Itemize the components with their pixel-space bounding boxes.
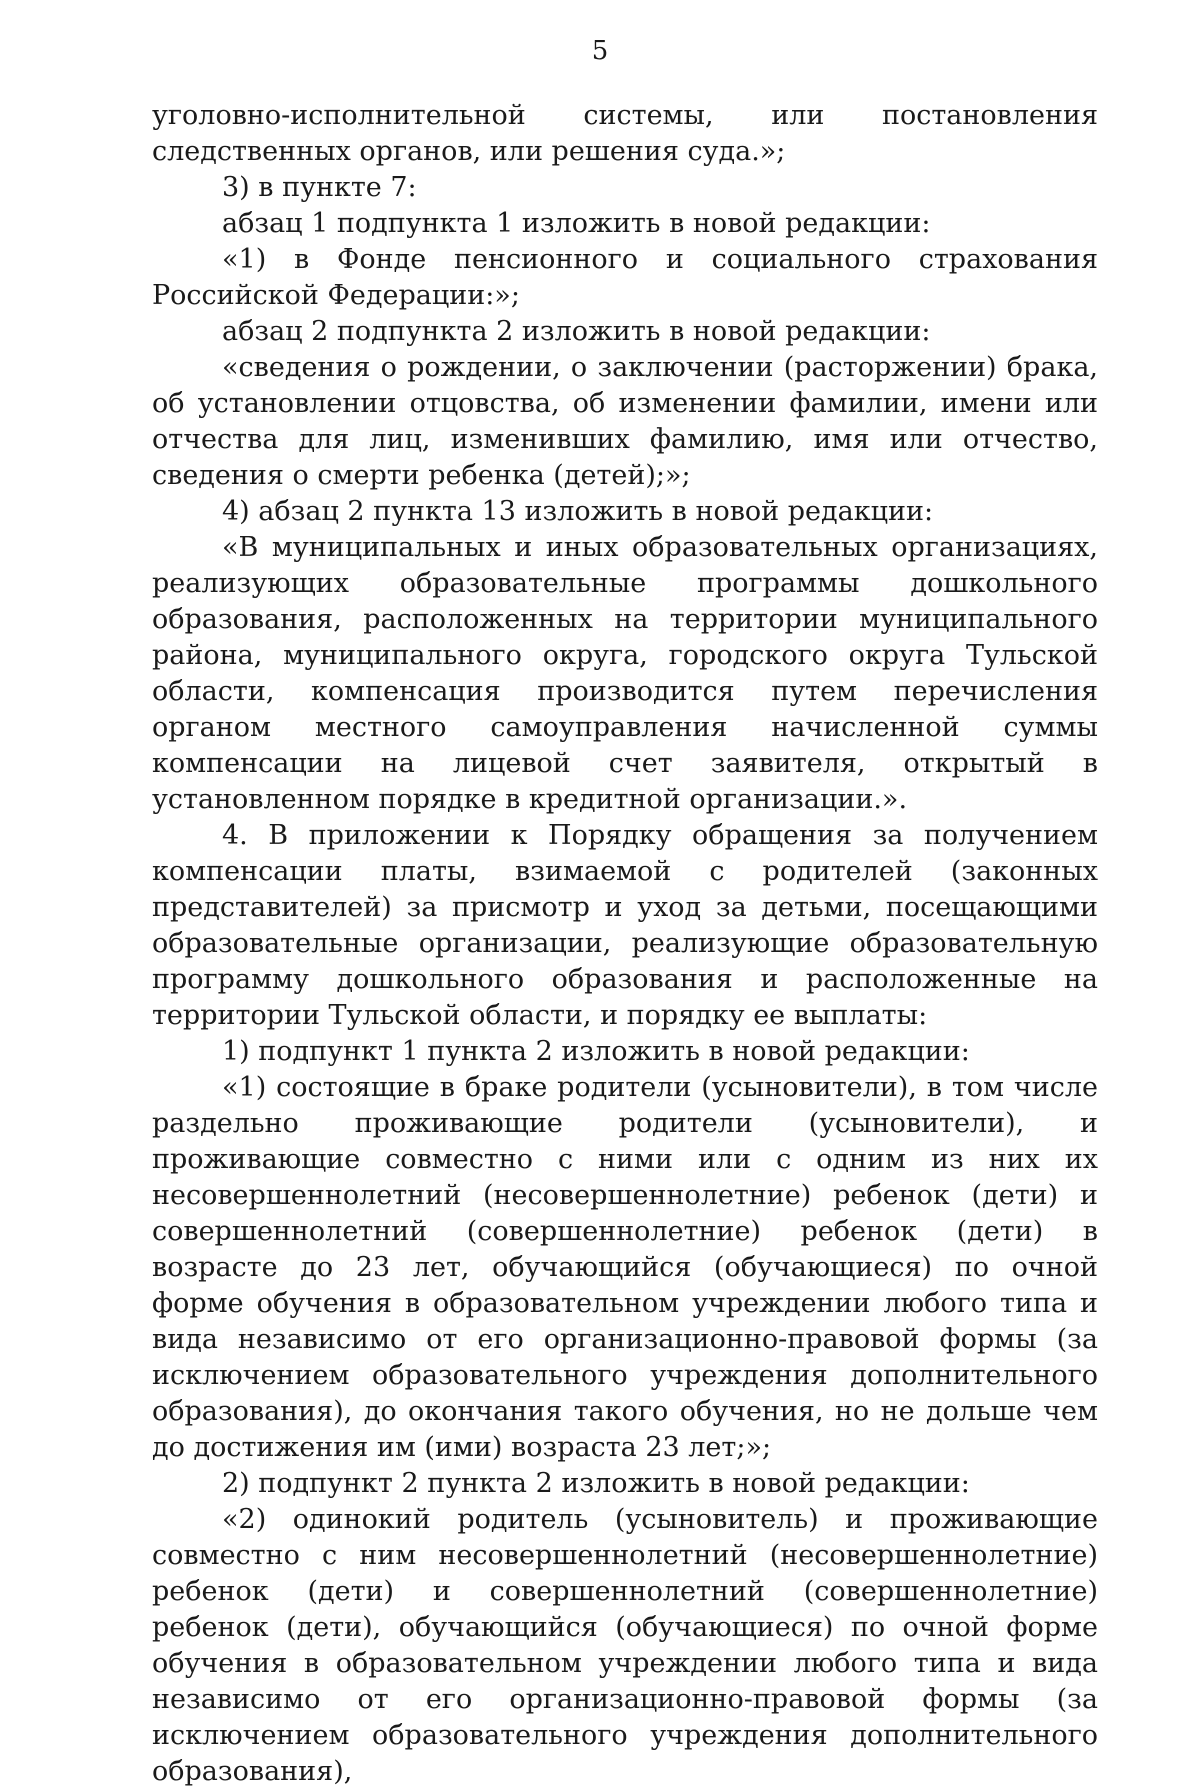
paragraph: уголовно-исполнительной системы, или постановления следственных органов, или решения суда.»; <box>152 100 1098 167</box>
paragraph: абзац 1 подпункта 1 изложить в новой редакции: <box>222 208 931 239</box>
paragraph: 1) подпункт 1 пункта 2 изложить в новой редакции: <box>222 1036 970 1067</box>
paragraph: «сведения о рождении, о заключении (расторжении) брака, об установлении отцовства, об изменении фамилии, имени или отчества для лиц, изменивших фамилию, имя или отчество, сведения о смерти ребенка (детей);»; <box>152 352 1098 491</box>
paragraph: «В муниципальных и иных образовательных организациях, реализующих образовательные программы дошкольного образования, расположенных на территории муниципального района, муниципального округа, городского округа Тульской области, компенсация производится путем перечисления органом местного самоуправления начисленной суммы компенсации на лицевой счет заявителя, открытый в установленном порядке в кредитной организации.». <box>152 532 1098 815</box>
paragraph: «1) в Фонде пенсионного и социального страхования Российской Федерации:»; <box>152 244 1098 311</box>
paragraph: 4) абзац 2 пункта 13 изложить в новой редакции: <box>222 496 934 527</box>
paragraph: «2) одинокий родитель (усыновитель) и проживающие совместно с ним несовершеннолетний (несовершеннолетние) ребенок (дети) и совершеннолетний (совершеннолетние) ребенок (дети), обучающийся (обучающиеся) по очной форме обучения в образовательном учреждении любого типа и вида независимо от его организационно-правовой формы (за исключением образовательного учреждения дополнительного образования), <box>152 1504 1098 1787</box>
paragraph: 3) в пункте 7: <box>222 172 417 203</box>
paragraph: 4. В приложении к Порядку обращения за получением компенсации платы, взимаемой с родителей (законных представителей) за присмотр и уход за детьми, посещающими образовательные организации, реализующие образовательную программу дошкольного образования и расположенные на территории Тульской области, и порядку ее выплаты: <box>152 820 1098 1031</box>
paragraph: 2) подпункт 2 пункта 2 изложить в новой редакции: <box>222 1468 970 1499</box>
paragraph: абзац 2 подпункта 2 изложить в новой редакции: <box>222 316 931 347</box>
page-number: 5 <box>591 36 609 66</box>
document-body <box>152 98 1098 1790</box>
paragraph: «1) состоящие в браке родители (усыновители), в том числе раздельно проживающие родители (усыновители), и проживающие совместно с ними или с одним из них их несовершеннолетний (несовершеннолетние) ребенок (дети) и совершеннолетний (совершеннолетние) ребенок (дети) в возрасте до 23 лет, обучающийся (обучающиеся) по очной форме обучения в образовательном учреждении любого типа и вида независимо от его организационно-правовой формы (за исключением образовательного учреждения дополнительного образования), до окончания такого обучения, но не дольше чем до достижения им (ими) возраста 23 лет;»; <box>152 1072 1098 1463</box>
